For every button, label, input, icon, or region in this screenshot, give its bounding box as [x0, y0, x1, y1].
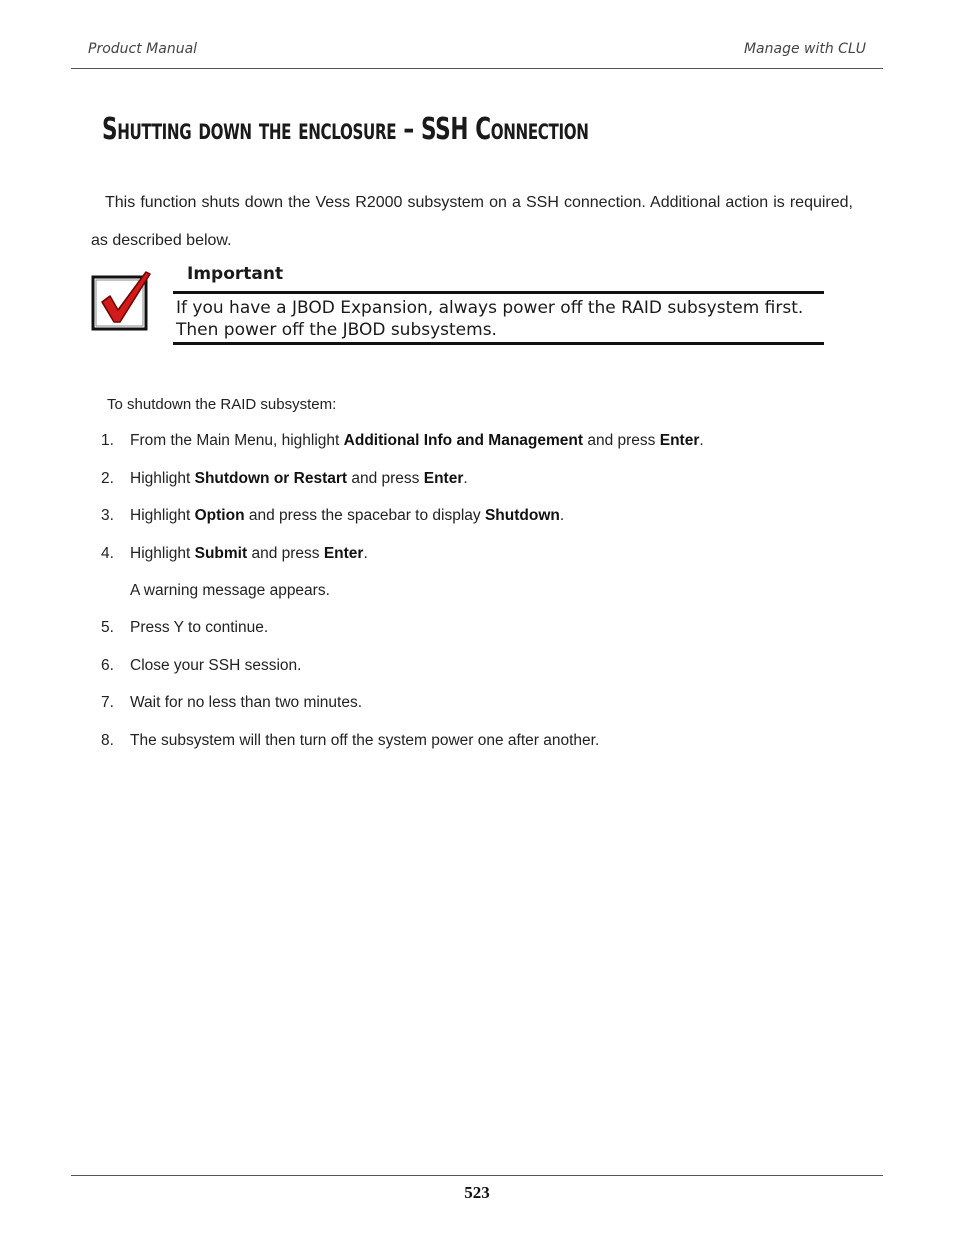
step-text: Highlight	[130, 545, 195, 562]
list-item	[101, 507, 564, 525]
step-text-bold: Enter	[323, 545, 364, 562]
section-title: Shutting down the enclosure – SSH Connection	[102, 112, 589, 147]
step-text: Press Y to continue.	[130, 619, 269, 636]
intro-paragraph: This function shuts down the Vess R2000 subsystem on a SSH connection. Additional action is required, as described below.	[91, 194, 853, 249]
step-number: 4.	[101, 545, 114, 562]
step-number: 7.	[101, 694, 114, 711]
list-item	[101, 732, 599, 750]
step-text: and press the spacebar to display	[244, 507, 485, 524]
step-number: 8.	[101, 732, 114, 749]
list-item	[101, 619, 268, 637]
step-text: Highlight	[130, 507, 195, 524]
step-note: A warning message appears.	[130, 582, 330, 599]
step-number: 3.	[101, 507, 114, 524]
step-text-bold: Submit	[194, 545, 248, 562]
step-text-bold: Option	[194, 507, 245, 524]
step-text: Close your SSH session.	[130, 657, 302, 674]
step-text: and press	[583, 432, 660, 449]
step-text: Highlight	[130, 470, 195, 487]
step-text-bold: Enter	[423, 470, 464, 487]
step-text: and press	[247, 545, 324, 562]
step-text: Wait for no less than two minutes.	[130, 694, 363, 711]
step-number: 2.	[101, 470, 114, 487]
steps-lead: To shutdown the RAID subsystem:	[107, 396, 337, 413]
running-header-right: Manage with CLU	[743, 41, 866, 57]
step-text: and press	[347, 470, 424, 487]
list-item	[101, 657, 301, 675]
note-body: If you have a JBOD Expansion, always power off the RAID subsystem first. Then power off the JBOD subsystems.	[176, 298, 804, 340]
step-number: 6.	[101, 657, 114, 674]
step-text: .	[699, 432, 704, 449]
note-divider-bottom	[173, 342, 824, 345]
step-text: .	[363, 545, 368, 562]
running-header-left: Product Manual	[88, 41, 198, 57]
step-text-bold: Additional Info and Management	[343, 432, 584, 449]
step-text: .	[463, 470, 468, 487]
step-number: 1.	[101, 432, 114, 449]
step-text: .	[559, 507, 565, 524]
step-number: 5.	[101, 619, 114, 636]
checkmark-box-icon	[90, 268, 154, 332]
page-number: 523	[464, 1183, 490, 1202]
note-divider-top	[173, 291, 824, 294]
header-divider	[71, 68, 883, 69]
step-text-bold: Enter	[659, 432, 700, 449]
step-text: From the Main Menu, highlight	[130, 432, 344, 449]
note-heading: Important	[187, 264, 284, 284]
step-text: The subsystem will then turn off the system power one after another.	[130, 732, 600, 749]
footer-divider	[71, 1175, 883, 1176]
step-text-bold: Shutdown	[484, 507, 560, 524]
list-item	[101, 694, 362, 712]
list-item	[101, 470, 468, 488]
list-item	[101, 545, 368, 563]
step-text-bold: Shutdown or Restart	[194, 470, 348, 487]
list-item	[101, 432, 704, 450]
